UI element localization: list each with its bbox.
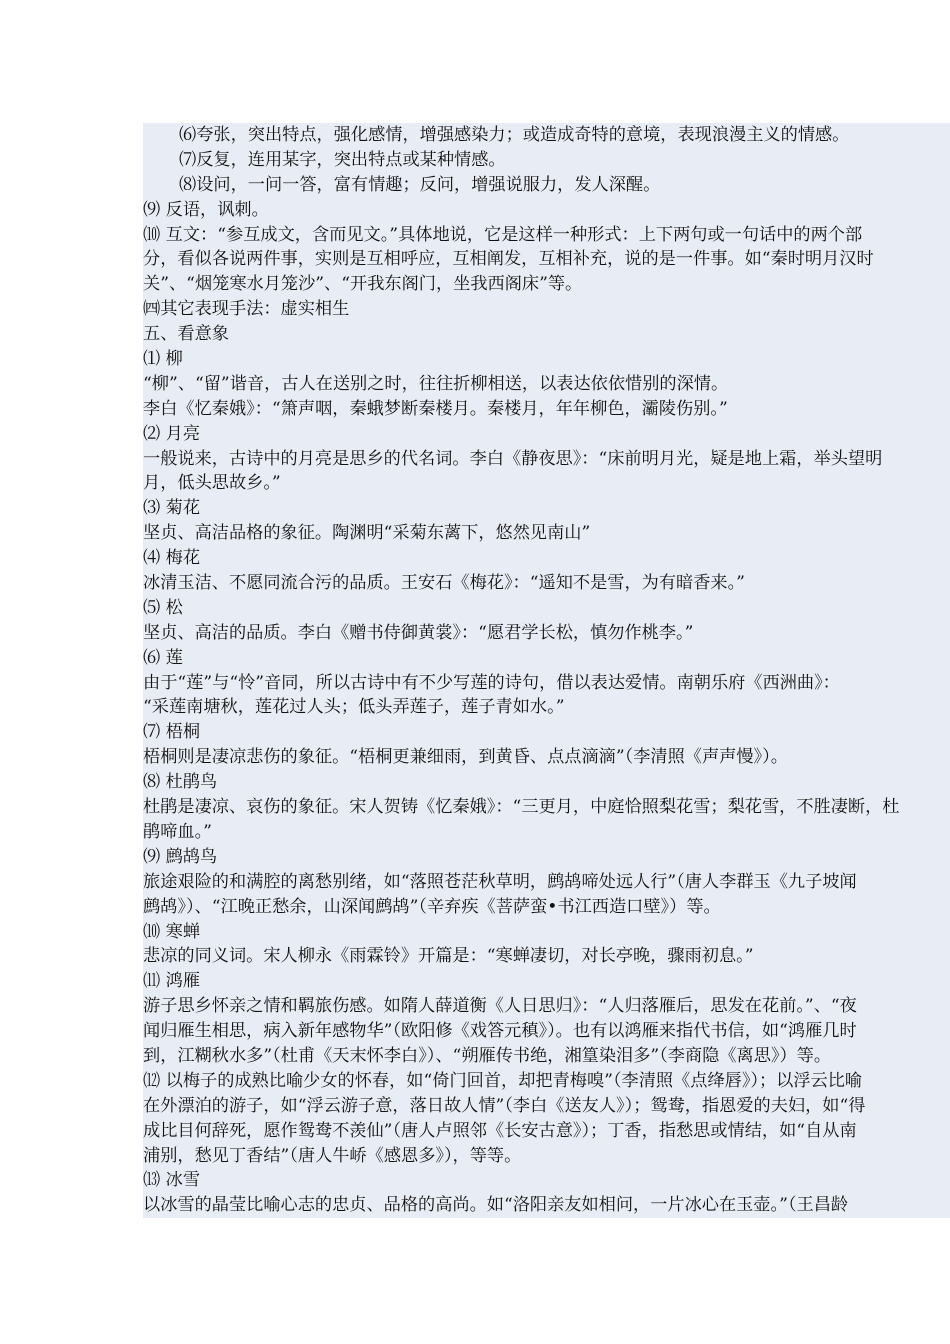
text-line: ⑺ 梧桐: [143, 722, 201, 743]
document-page: [143, 123, 950, 1218]
text-line: 月，低头思故乡。”: [143, 473, 281, 494]
text-line: ⑾ 鸿雁: [143, 971, 201, 992]
text-line: ⑵ 月亮: [143, 423, 201, 444]
text-line: 关”、“烟笼寒水月笼沙”、“开我东阁门，坐我西阁床”等。: [143, 274, 583, 295]
text-line: 游子思乡怀亲之情和羁旅伤感。如隋人薛道衡《人日思归》：“人归落雁后，思发在花前。”、“夜: [143, 996, 857, 1017]
text-line: ⑶ 菊花: [143, 498, 201, 519]
text-line: 鹧鸪》）、“江晚正愁余，山深闻鹧鸪”（辛弃疾《菩萨蛮•书江西造口壁》）等。: [143, 896, 721, 917]
text-line: ⑼ 鹧鸪鸟: [143, 846, 218, 867]
text-line: 悲凉的同义词。宋人柳永《雨霖铃》开篇是：“寒蝉凄切，对长亭晚，骤雨初息。”: [143, 946, 754, 967]
text-line: 五、看意象: [143, 324, 229, 345]
text-line: 坚贞、高洁的品质。李白《赠书侍御黄裳》：“愿君学长松，慎勿作桃李。”: [143, 622, 694, 643]
text-line: ⑿ 以梅子的成熟比喻少女的怀春，如“倚门回首，却把青梅嗅”（李清照《点绛唇》）；以浮云比喻: [143, 1070, 863, 1091]
text-line: 以冰雪的晶莹比喻心志的忠贞、品格的高尚。如“洛阳亲友如相问，一片冰心在玉壶。”（王昌龄: [143, 1195, 849, 1216]
text-line: 杜鹃是凄凉、哀伤的象征。宋人贺铸《忆秦娥》：“三更月，中庭恰照梨花雪；梨花雪，不胜凄断，杜: [143, 797, 900, 818]
text-line: 坚贞、高洁品格的象征。陶渊明“采菊东蓠下，悠然见南山”: [143, 523, 591, 544]
text-line: 浦别，愁见丁香结”（唐人牛峤《感恩多》），等等。: [143, 1145, 522, 1166]
text-line: 李白《忆秦娥》：“箫声咽，秦蛾梦断秦楼月。秦楼月，年年柳色，灞陵伤别。”: [143, 398, 728, 419]
text-line: 由于“莲”与“怜”音同，所以古诗中有不少写莲的诗句，借以表达爱情。南朝乐府《西洲曲》：: [143, 672, 840, 693]
text-line: 鹃啼血。”: [143, 821, 212, 842]
text-line: 在外漂泊的游子，如“浮云游子意，落日故人情”（李白《送友人》）；鸳鸯，指恩爱的夫妇，如“得: [143, 1095, 866, 1116]
text-line: ㈣其它表现手法：虚实相生: [143, 299, 350, 320]
text-line: “采莲南塘秋，莲花过人头；低头弄莲子，莲子青如水。”: [143, 697, 565, 718]
text-line: 闻归雁生相思，病入新年感物华”（欧阳修《戏答元稹》）。也有以鸿雁来指代书信，如“鸿雁几时: [143, 1021, 857, 1042]
text-line: 一般说来，古诗中的月亮是思乡的代名词。李白《静夜思》：“床前明月光，疑是地上霜，举头望明: [143, 448, 883, 469]
text-line: ⑹ 莲: [143, 647, 183, 668]
text-line: 分，看似各说两件事，实则是互相呼应，互相阐发，互相补充，说的是一件事。如“秦时明月汉时: [143, 249, 874, 270]
text-line: ⑼ 反语，讽刺。: [143, 199, 269, 220]
text-line: ⑽ 寒蝉: [143, 921, 201, 942]
text-line: ⑴ 柳: [143, 349, 183, 370]
text-line: 旅途艰险的和满腔的离愁别绪，如“落照苍茫秋草明，鹧鸪啼处远人行”（唐人李群玉《九子坡闻: [143, 871, 857, 892]
text-line: 梧桐则是凄凉悲伤的象征。“梧桐更兼细雨，到黄昏、点点滴滴”（李清照《声声慢》）。: [143, 747, 788, 768]
text-line: ⑺反复，连用某字，突出特点或某种情感。: [179, 149, 506, 170]
text-line: ⑻ 杜鹃鸟: [143, 772, 218, 793]
text-line: 成比目何辞死，愿作鸳鸯不羡仙”（唐人卢照邻《长安古意》）；丁香，指愁思或情结，如“自从南: [143, 1120, 857, 1141]
text-line: ⑹夸张，突出特点，强化感情，增强感染力；或造成奇特的意境，表现浪漫主义的情感。: [179, 125, 850, 145]
text-line: ⑽ 互文：“参互成文，含而见文。”具体地说，它是这样一种形式：上下两句或一句话中的两个部: [143, 224, 863, 245]
text-line: ⑻设问，一问一答，富有情趣；反问，增强说服力，发人深醒。: [179, 174, 661, 195]
text-line: ⑸ 松: [143, 597, 183, 618]
text-line: “柳”、“留”谐音，古人在送别之时，往往折柳相送，以表达依依惜别的深情。: [143, 373, 729, 394]
text-line: ⑷ 梅花: [143, 548, 201, 569]
text-line: 冰清玉洁、不愿同流合污的品质。王安石《梅花》：“遥知不是雪，为有暗香来。”: [143, 573, 745, 594]
text-line: 到，江糊秋水多”（杜甫《天末怀李白》）、“朔雁传书绝，湘篁染泪多”（李商隐《离思》）等。: [143, 1045, 832, 1066]
text-line: ⒀ 冰雪: [143, 1170, 201, 1191]
